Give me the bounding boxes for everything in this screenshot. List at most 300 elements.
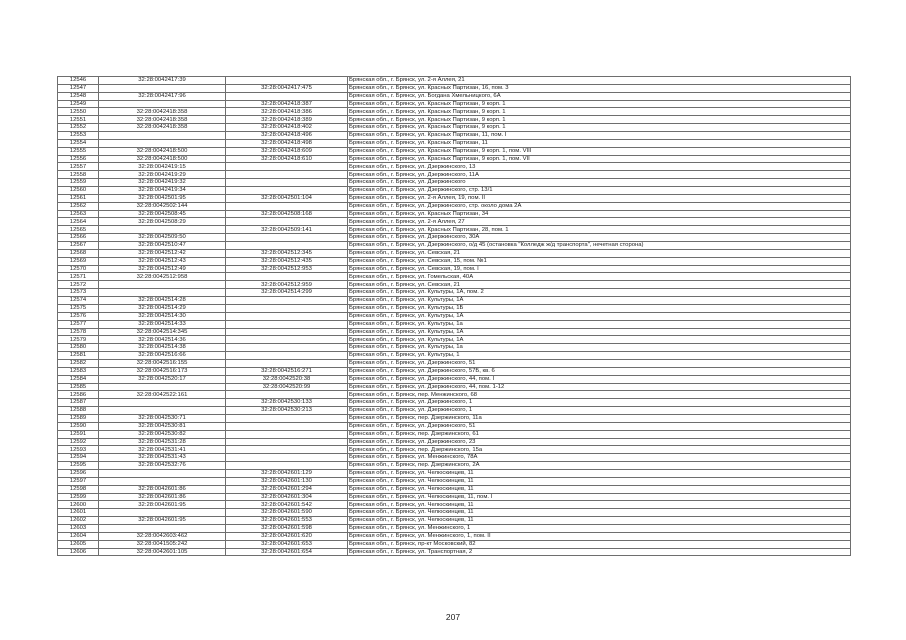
- address-cell: Брянская обл., г. Брянск, ул. Красных Партизан, 9 корп. 1: [348, 116, 851, 124]
- cadastral-number-2-cell: 32:28:0042508:168: [226, 210, 348, 218]
- cadastral-number-1-cell: 32:28:0042514:345: [99, 328, 226, 336]
- row-number-cell: 12600: [58, 501, 99, 509]
- address-cell: Брянская обл., г. Брянск, ул. Культуры, 1а: [348, 344, 851, 352]
- cadastral-number-1-cell: [99, 509, 226, 517]
- address-cell: Брянская обл., г. Брянск, ул. Менжинского, 1: [348, 524, 851, 532]
- cadastral-number-2-cell: [226, 171, 348, 179]
- cadastral-number-2-cell: 32:28:0042601:553: [226, 517, 348, 525]
- cadastral-number-2-cell: 32:28:0042514:299: [226, 289, 348, 297]
- table-row: [58, 517, 851, 525]
- cadastral-number-2-cell: 32:28:0042601:130: [226, 477, 348, 485]
- address-cell: Брянская обл., г. Брянск, ул. Гомельская, 40А: [348, 273, 851, 281]
- row-number-cell: 12561: [58, 194, 99, 202]
- address-cell: Брянская обл., г. Брянск, ул. Менжинского, 78А: [348, 454, 851, 462]
- row-number-cell: 12549: [58, 100, 99, 108]
- address-cell: Брянская обл., г. Брянск, пер. Менжинского, 68: [348, 391, 851, 399]
- address-cell: Брянская обл., г. Брянск, ул. Дзержинского: [348, 179, 851, 187]
- row-number-cell: 12581: [58, 352, 99, 360]
- cadastral-number-1-cell: 32:28:0042603:462: [99, 532, 226, 540]
- cadastral-number-1-cell: 32:28:0042512:958: [99, 273, 226, 281]
- cadastral-number-2-cell: 32:28:0042512:345: [226, 249, 348, 257]
- row-number-cell: 12588: [58, 407, 99, 415]
- table-row: [58, 532, 851, 540]
- table-row: [58, 210, 851, 218]
- row-number-cell: 12573: [58, 289, 99, 297]
- cadastral-number-2-cell: [226, 187, 348, 195]
- row-number-cell: 12569: [58, 257, 99, 265]
- address-cell: Брянская обл., г. Брянск, ул. Челюскинцев, 11: [348, 477, 851, 485]
- table-row: [58, 77, 851, 85]
- cadastral-number-2-cell: 32:28:0042418:609: [226, 147, 348, 155]
- table-row: [58, 163, 851, 171]
- row-number-cell: 12575: [58, 304, 99, 312]
- address-cell: Брянская обл., г. Брянск, ул. Красных Партизан, 9 корп. 1: [348, 100, 851, 108]
- cadastral-number-1-cell: 32:28:0042520:17: [99, 375, 226, 383]
- cadastral-number-2-cell: [226, 320, 348, 328]
- row-number-cell: 12562: [58, 202, 99, 210]
- row-number-cell: 12602: [58, 517, 99, 525]
- row-number-cell: 12584: [58, 375, 99, 383]
- cadastral-number-2-cell: 32:28:0042601:304: [226, 493, 348, 501]
- table-row: [58, 218, 851, 226]
- row-number-cell: 12580: [58, 344, 99, 352]
- row-number-cell: 12571: [58, 273, 99, 281]
- address-cell: Брянская обл., г. Брянск, ул. Дзержинского, 13: [348, 163, 851, 171]
- cadastral-number-1-cell: 32:28:0042514:38: [99, 344, 226, 352]
- table-row: [58, 242, 851, 250]
- cadastral-number-1-cell: 32:28:0042522:161: [99, 391, 226, 399]
- cadastral-number-1-cell: 32:28:0042514:33: [99, 320, 226, 328]
- row-number-cell: 12552: [58, 124, 99, 132]
- row-number-cell: 12603: [58, 524, 99, 532]
- address-cell: Брянская обл., г. Брянск, пер. Дзержинского, 11а: [348, 414, 851, 422]
- cadastral-number-1-cell: 32:28:0042419:29: [99, 171, 226, 179]
- cadastral-number-1-cell: 32:28:0042418:500: [99, 155, 226, 163]
- table-row: [58, 226, 851, 234]
- address-cell: Брянская обл., г. Брянск, ул. Дзержинского, 51: [348, 422, 851, 430]
- address-cell: Брянская обл., г. Брянск, ул. Дзержинского, о/д 45 (остановка "Колледж ж/д транспорта", нечетная сторона): [348, 242, 851, 250]
- cadastral-number-1-cell: [99, 469, 226, 477]
- cadastral-number-1-cell: 32:28:0042419:15: [99, 163, 226, 171]
- cadastral-number-2-cell: [226, 92, 348, 100]
- cadastral-number-2-cell: [226, 273, 348, 281]
- address-cell: Брянская обл., г. Брянск, ул. Дзержинского, 11А: [348, 171, 851, 179]
- row-number-cell: 12560: [58, 187, 99, 195]
- cadastral-number-1-cell: 32:28:0042418:358: [99, 108, 226, 116]
- page-number: 207: [445, 612, 461, 622]
- cadastral-number-1-cell: 32:28:0042502:144: [99, 202, 226, 210]
- row-number-cell: 12589: [58, 414, 99, 422]
- row-number-cell: 12568: [58, 249, 99, 257]
- row-number-cell: 12604: [58, 532, 99, 540]
- address-cell: Брянская обл., г. Брянск, ул. Дзержинского, 1: [348, 407, 851, 415]
- cadastral-number-2-cell: [226, 242, 348, 250]
- cadastral-number-2-cell: 32:28:0042418:610: [226, 155, 348, 163]
- address-cell: Брянская обл., г. Брянск, ул. Челюскинцев, 11: [348, 469, 851, 477]
- row-number-cell: 12546: [58, 77, 99, 85]
- cadastral-number-2-cell: [226, 336, 348, 344]
- table-row: [58, 454, 851, 462]
- address-cell: Брянская обл., г. Брянск, ул. Дзержинского, стр. около дома 2А: [348, 202, 851, 210]
- cadastral-number-1-cell: [99, 281, 226, 289]
- row-number-cell: 12564: [58, 218, 99, 226]
- row-number-cell: 12548: [58, 92, 99, 100]
- address-cell: Брянская обл., г. Брянск, ул. Транспортная, 2: [348, 548, 851, 556]
- table-row: [58, 257, 851, 265]
- address-cell: Брянская обл., г. Брянск, ул. Красных Партизан, 28, пом. 1: [348, 226, 851, 234]
- table-row: [58, 108, 851, 116]
- cadastral-number-2-cell: 32:28:0042512:953: [226, 265, 348, 273]
- row-number-cell: 12559: [58, 179, 99, 187]
- cadastral-number-2-cell: [226, 179, 348, 187]
- table-row: [58, 187, 851, 195]
- row-number-cell: 12567: [58, 242, 99, 250]
- cadastral-number-2-cell: [226, 422, 348, 430]
- row-number-cell: 12578: [58, 328, 99, 336]
- table-row: [58, 446, 851, 454]
- cadastral-number-2-cell: 32:28:0042601:654: [226, 548, 348, 556]
- cadastral-number-2-cell: [226, 218, 348, 226]
- table-row: [58, 352, 851, 360]
- cadastral-number-1-cell: 32:28:0042601:95: [99, 501, 226, 509]
- row-number-cell: 12596: [58, 469, 99, 477]
- address-cell: Брянская обл., г. Брянск, ул. Дзержинского, 57Б, кв. 6: [348, 367, 851, 375]
- row-number-cell: 12585: [58, 383, 99, 391]
- address-cell: Брянская обл., г. Брянск, пер. Дзержинского, 2А: [348, 462, 851, 470]
- row-number-cell: 12601: [58, 509, 99, 517]
- address-cell: Брянская обл., г. Брянск, ул. Культуры, 1а: [348, 320, 851, 328]
- row-number-cell: 12587: [58, 399, 99, 407]
- cadastral-number-1-cell: 32:28:0042516:66: [99, 352, 226, 360]
- address-cell: Брянская обл., г. Брянск, ул. Дзержинского, 44, пом. I: [348, 375, 851, 383]
- address-cell: Брянская обл., г. Брянск, ул. Красных Партизан, 34: [348, 210, 851, 218]
- address-cell: Брянская обл., г. Брянск, ул. Севская, 21: [348, 281, 851, 289]
- row-number-cell: 12593: [58, 446, 99, 454]
- table-row: [58, 501, 851, 509]
- row-number-cell: 12579: [58, 336, 99, 344]
- cadastral-number-1-cell: 32:28:0042418:500: [99, 147, 226, 155]
- row-number-cell: 12594: [58, 454, 99, 462]
- cadastral-number-1-cell: 32:28:0042512:49: [99, 265, 226, 273]
- address-cell: Брянская обл., г. Брянск, ул. Культуры, 1А: [348, 297, 851, 305]
- cadastral-number-1-cell: 32:28:0042532:76: [99, 462, 226, 470]
- table-row: [58, 289, 851, 297]
- address-cell: Брянская обл., г. Брянск, ул. Красных Партизан, 9 корп. 1, пом. VII: [348, 155, 851, 163]
- address-cell: Брянская обл., г. Брянск, ул. Севская, 21: [348, 249, 851, 257]
- cadastral-number-2-cell: 32:28:0042530:213: [226, 407, 348, 415]
- cadastral-number-2-cell: 32:28:0042509:141: [226, 226, 348, 234]
- table-row: [58, 524, 851, 532]
- cadastral-number-2-cell: [226, 234, 348, 242]
- table-row: [58, 391, 851, 399]
- cadastral-number-2-cell: [226, 454, 348, 462]
- table-row: [58, 509, 851, 517]
- address-cell: Брянская обл., г. Брянск, ул. Красных Партизан, 11: [348, 139, 851, 147]
- table-row: [58, 399, 851, 407]
- address-cell: Брянская обл., г. Брянск, ул. Культуры, 1А: [348, 328, 851, 336]
- table-row: [58, 116, 851, 124]
- address-cell: Брянская обл., г. Брянск, ул. Красных Партизан, 9 корп. 1: [348, 124, 851, 132]
- cadastral-number-2-cell: 32:28:0042601:620: [226, 532, 348, 540]
- cadastral-number-1-cell: 32:28:0042417:96: [99, 92, 226, 100]
- cadastral-number-2-cell: 32:28:0042418:402: [226, 124, 348, 132]
- row-number-cell: 12553: [58, 132, 99, 140]
- cadastral-number-2-cell: 32:28:0042601:294: [226, 485, 348, 493]
- address-cell: Брянская обл., г. Брянск, ул. Культуры, 1: [348, 352, 851, 360]
- table-row: [58, 320, 851, 328]
- table-row: [58, 328, 851, 336]
- address-cell: Брянская обл., г. Брянск, ул. 2-я Аллея, 21: [348, 77, 851, 85]
- table-row: [58, 92, 851, 100]
- cadastral-number-1-cell: 32:28:0042531:28: [99, 438, 226, 446]
- cadastral-number-1-cell: 32:28:0042512:42: [99, 249, 226, 257]
- table-row: [58, 462, 851, 470]
- table-row: [58, 155, 851, 163]
- table-row: [58, 493, 851, 501]
- cadastral-number-1-cell: [99, 84, 226, 92]
- cadastral-number-2-cell: 32:28:0042516:271: [226, 367, 348, 375]
- cadastral-number-1-cell: 32:28:0042418:358: [99, 124, 226, 132]
- table-row: [58, 540, 851, 548]
- address-cell: Брянская обл., г. Брянск, ул. Севская, 15, пом. №1: [348, 257, 851, 265]
- cadastral-number-2-cell: [226, 344, 348, 352]
- cadastral-number-2-cell: [226, 77, 348, 85]
- address-cell: Брянская обл., г. Брянск, ул. Культуры, 1А, пом. 2: [348, 289, 851, 297]
- table-row: [58, 249, 851, 257]
- table-row: [58, 336, 851, 344]
- cadastral-number-1-cell: 32:28:0042512:43: [99, 257, 226, 265]
- row-number-cell: 12563: [58, 210, 99, 218]
- cadastral-number-2-cell: [226, 438, 348, 446]
- table-row: [58, 485, 851, 493]
- address-cell: Брянская обл., г. Брянск, ул. Менжинского, 1, пом. II: [348, 532, 851, 540]
- cadastral-number-2-cell: [226, 446, 348, 454]
- cadastral-number-1-cell: 32:28:0042530:71: [99, 414, 226, 422]
- cadastral-number-2-cell: [226, 391, 348, 399]
- row-number-cell: 12590: [58, 422, 99, 430]
- cadastral-number-1-cell: [99, 477, 226, 485]
- row-number-cell: 12572: [58, 281, 99, 289]
- cadastral-number-2-cell: [226, 163, 348, 171]
- row-number-cell: 12577: [58, 320, 99, 328]
- table-row: [58, 367, 851, 375]
- row-number-cell: 12597: [58, 477, 99, 485]
- address-cell: Брянская обл., г. Брянск, ул. Челюскинцев, 11: [348, 485, 851, 493]
- address-cell: Брянская обл., г. Брянск, ул. Богдана Хмельницкого, 6А: [348, 92, 851, 100]
- table-row: [58, 281, 851, 289]
- address-cell: Брянская обл., г. Брянск, ул. Красных Партизан, 9 корп. 1, пом. VIII: [348, 147, 851, 155]
- table-row: [58, 139, 851, 147]
- row-number-cell: 12555: [58, 147, 99, 155]
- address-cell: Брянская обл., г. Брянск, пр-кт Московский, 82: [348, 540, 851, 548]
- address-cell: Брянская обл., г. Брянск, ул. Культуры, 1А: [348, 312, 851, 320]
- address-cell: Брянская обл., г. Брянск, ул. Культуры, 1Б: [348, 304, 851, 312]
- cadastral-number-1-cell: [99, 399, 226, 407]
- cadastral-number-2-cell: [226, 304, 348, 312]
- address-cell: Брянская обл., г. Брянск, ул. Челюскинцев, 11: [348, 509, 851, 517]
- row-number-cell: 12551: [58, 116, 99, 124]
- table-row: [58, 297, 851, 305]
- row-number-cell: 12550: [58, 108, 99, 116]
- table-body: [58, 77, 851, 556]
- row-number-cell: 12586: [58, 391, 99, 399]
- table-row: [58, 132, 851, 140]
- cadastral-number-2-cell: [226, 202, 348, 210]
- table-row: [58, 273, 851, 281]
- cadastral-number-2-cell: 32:28:0042501:104: [226, 194, 348, 202]
- cadastral-number-2-cell: 32:28:0042418:389: [226, 116, 348, 124]
- row-number-cell: 12582: [58, 359, 99, 367]
- cadastral-number-1-cell: [99, 383, 226, 391]
- registry-table: [57, 76, 851, 556]
- row-number-cell: 12598: [58, 485, 99, 493]
- cadastral-number-1-cell: 32:28:0042509:50: [99, 234, 226, 242]
- cadastral-number-1-cell: 32:28:0042531:43: [99, 454, 226, 462]
- cadastral-number-1-cell: [99, 100, 226, 108]
- cadastral-number-1-cell: 32:28:0042508:29: [99, 218, 226, 226]
- table-row: [58, 477, 851, 485]
- address-cell: Брянская обл., г. Брянск, ул. Челюскинцев, 11, пом. I: [348, 493, 851, 501]
- row-number-cell: 12570: [58, 265, 99, 273]
- table-row: [58, 422, 851, 430]
- cadastral-number-1-cell: 32:28:0042501:95: [99, 194, 226, 202]
- address-cell: Брянская обл., г. Брянск, ул. Дзержинского, 1: [348, 399, 851, 407]
- cadastral-number-1-cell: 32:28:0042601:95: [99, 517, 226, 525]
- row-number-cell: 12565: [58, 226, 99, 234]
- row-number-cell: 12556: [58, 155, 99, 163]
- row-number-cell: 12576: [58, 312, 99, 320]
- table-row: [58, 124, 851, 132]
- cadastral-number-1-cell: 32:28:0042530:81: [99, 422, 226, 430]
- cadastral-number-1-cell: [99, 289, 226, 297]
- cadastral-number-1-cell: 32:28:0042516:155: [99, 359, 226, 367]
- cadastral-number-1-cell: 32:28:0042601:86: [99, 493, 226, 501]
- cadastral-number-1-cell: [99, 132, 226, 140]
- cadastral-number-1-cell: 32:28:0042514:29: [99, 304, 226, 312]
- row-number-cell: 12599: [58, 493, 99, 501]
- address-cell: Брянская обл., г. Брянск, ул. 2-я Аллея, 19, пом. II: [348, 194, 851, 202]
- address-cell: Брянская обл., г. Брянск, ул. Красных Партизан, 16, пом. 3: [348, 84, 851, 92]
- cadastral-number-2-cell: 32:28:0042601:590: [226, 509, 348, 517]
- address-cell: Брянская обл., г. Брянск, ул. Дзержинского, 30А: [348, 234, 851, 242]
- cadastral-number-1-cell: 32:28:0042418:358: [99, 116, 226, 124]
- cadastral-number-1-cell: 32:28:0042510:47: [99, 242, 226, 250]
- table-row: [58, 383, 851, 391]
- table-row: [58, 469, 851, 477]
- address-cell: Брянская обл., г. Брянск, ул. Красных Партизан, 9 корп. 1: [348, 108, 851, 116]
- table-row: [58, 375, 851, 383]
- cadastral-number-2-cell: 32:28:0042530:133: [226, 399, 348, 407]
- table-row: [58, 202, 851, 210]
- address-cell: Брянская обл., г. Брянск, ул. Дзержинского, 23: [348, 438, 851, 446]
- table-row: [58, 438, 851, 446]
- address-cell: Брянская обл., г. Брянск, ул. Дзержинского, 51: [348, 359, 851, 367]
- address-cell: Брянская обл., г. Брянск, пер. Дзержинского, 61: [348, 430, 851, 438]
- cadastral-number-2-cell: [226, 312, 348, 320]
- row-number-cell: 12558: [58, 171, 99, 179]
- cadastral-number-2-cell: 32:28:0042417:475: [226, 84, 348, 92]
- row-number-cell: 12574: [58, 297, 99, 305]
- address-cell: Брянская обл., г. Брянск, ул. Дзержинского, стр. 13/1: [348, 187, 851, 195]
- table-row: [58, 312, 851, 320]
- cadastral-number-2-cell: [226, 359, 348, 367]
- cadastral-number-2-cell: [226, 297, 348, 305]
- cadastral-number-2-cell: 32:28:0042418:498: [226, 139, 348, 147]
- cadastral-number-1-cell: [99, 226, 226, 234]
- table-row: [58, 548, 851, 556]
- cadastral-number-2-cell: 32:28:0042418:387: [226, 100, 348, 108]
- cadastral-number-2-cell: 32:28:0042601:129: [226, 469, 348, 477]
- row-number-cell: 12566: [58, 234, 99, 242]
- table-row: [58, 179, 851, 187]
- row-number-cell: 12595: [58, 462, 99, 470]
- row-number-cell: 12605: [58, 540, 99, 548]
- address-cell: Брянская обл., г. Брянск, пер. Дзержинского, 15а: [348, 446, 851, 454]
- cadastral-number-2-cell: 32:28:0042512:435: [226, 257, 348, 265]
- cadastral-number-1-cell: 32:28:0042419:34: [99, 187, 226, 195]
- cadastral-number-2-cell: 32:28:0042520:99: [226, 383, 348, 391]
- cadastral-number-2-cell: 32:28:0042512:959: [226, 281, 348, 289]
- cadastral-number-1-cell: 32:28:0042514:30: [99, 312, 226, 320]
- cadastral-number-1-cell: 32:28:0042508:45: [99, 210, 226, 218]
- cadastral-number-1-cell: [99, 524, 226, 532]
- cadastral-number-2-cell: 32:28:0042418:386: [226, 108, 348, 116]
- address-cell: Брянская обл., г. Брянск, ул. Культуры, 1А: [348, 336, 851, 344]
- cadastral-number-2-cell: [226, 462, 348, 470]
- address-cell: Брянская обл., г. Брянск, ул. Челюскинцев, 11: [348, 501, 851, 509]
- cadastral-number-2-cell: 32:28:0042418:496: [226, 132, 348, 140]
- cadastral-number-1-cell: [99, 139, 226, 147]
- cadastral-number-2-cell: 32:28:0042601:653: [226, 540, 348, 548]
- row-number-cell: 12606: [58, 548, 99, 556]
- row-number-cell: 12591: [58, 430, 99, 438]
- table-row: [58, 265, 851, 273]
- table-row: [58, 414, 851, 422]
- table-row: [58, 100, 851, 108]
- table-row: [58, 304, 851, 312]
- cadastral-number-2-cell: 32:28:0042520:38: [226, 375, 348, 383]
- row-number-cell: 12554: [58, 139, 99, 147]
- cadastral-number-1-cell: 32:28:0042417:39: [99, 77, 226, 85]
- cadastral-number-2-cell: [226, 328, 348, 336]
- row-number-cell: 12592: [58, 438, 99, 446]
- address-cell: Брянская обл., г. Брянск, ул. Дзержинского, 44, пом. 1-12: [348, 383, 851, 391]
- cadastral-number-2-cell: [226, 352, 348, 360]
- cadastral-number-1-cell: [99, 407, 226, 415]
- cadastral-number-1-cell: 32:28:0042514:28: [99, 297, 226, 305]
- table-row: [58, 407, 851, 415]
- cadastral-number-1-cell: 32:28:0042530:82: [99, 430, 226, 438]
- row-number-cell: 12557: [58, 163, 99, 171]
- cadastral-number-1-cell: 32:28:0042531:41: [99, 446, 226, 454]
- cadastral-number-1-cell: 32:28:0042514:36: [99, 336, 226, 344]
- table-row: [58, 430, 851, 438]
- cadastral-number-1-cell: 32:28:0042516:173: [99, 367, 226, 375]
- address-cell: Брянская обл., г. Брянск, ул. Челюскинцев, 11: [348, 517, 851, 525]
- cadastral-number-2-cell: [226, 430, 348, 438]
- cadastral-number-1-cell: 32:28:0042419:32: [99, 179, 226, 187]
- cadastral-number-1-cell: 32:28:0042601:86: [99, 485, 226, 493]
- address-cell: Брянская обл., г. Брянск, ул. Севская, 19, пом. I: [348, 265, 851, 273]
- cadastral-number-1-cell: 32:28:0042601:105: [99, 548, 226, 556]
- address-cell: Брянская обл., г. Брянск, ул. 2-я Аллея, 27: [348, 218, 851, 226]
- row-number-cell: 12583: [58, 367, 99, 375]
- table-row: [58, 84, 851, 92]
- cadastral-number-2-cell: 32:28:0042601:598: [226, 524, 348, 532]
- row-number-cell: 12547: [58, 84, 99, 92]
- address-cell: Брянская обл., г. Брянск, ул. Красных Партизан, 11, пом. I: [348, 132, 851, 140]
- table-row: [58, 147, 851, 155]
